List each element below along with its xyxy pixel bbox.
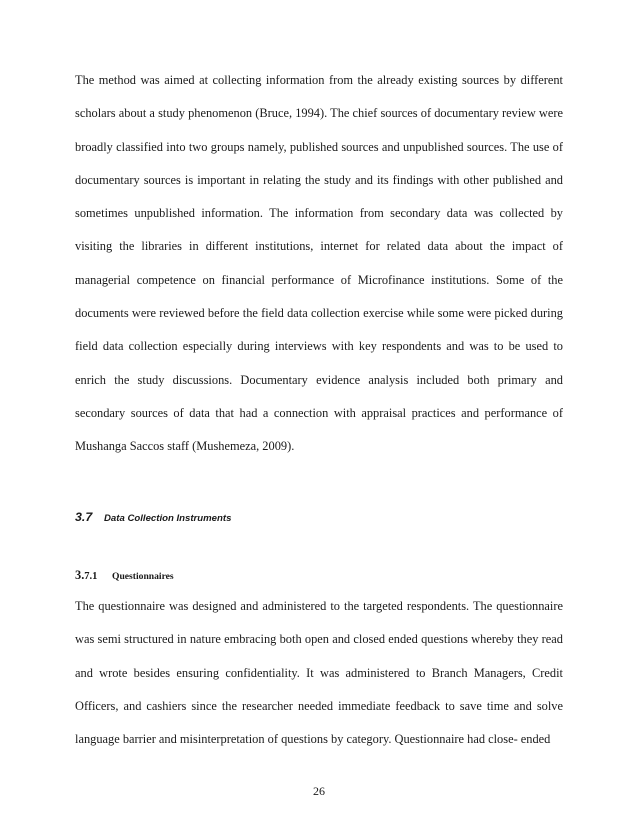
- paragraph-questionnaires: The questionnaire was designed and administered to the targeted respondents. The questionnaire was semi structured in nature embracing both open and closed ended questions whereby they read and wrote besides ensuring confidentiality. It was administered to Branch Managers, Credit Officers, and cashiers since the researcher needed immediate feedback to save time and solve language barrier and misinterpretation of questions by category. Questionnaire had close- ended: [75, 599, 563, 747]
- subsection-number-sub: 7.1: [84, 571, 98, 582]
- section-heading: [75, 500, 231, 528]
- paragraph-documentary-review: The method was aimed at collecting information from the already existing sources by different scholars about a study phenomenon (Bruce, 1994). The chief sources of documentary review were broadly classified into two groups namely, published sources and unpublished sources. The use of documentary sources is important in relating the study and its findings with other published and sometimes unpublished information. The information from secondary data was collected by visiting the libraries in different institutions, internet for related data about the impact of managerial competence on financial performance of Microfinance institutions. Some of the documents were reviewed before the field data collection exercise while some were picked during field data collection especially during interviews with key respondents and was to be used to enrich the study discussions. Documentary evidence analysis included both primary and secondary sources of data that had a connection with appraisal practices and performance of Mushanga Saccos staff (Mushemeza, 2009).: [75, 73, 563, 454]
- subsection-title: Questionnaires: [112, 571, 174, 582]
- subsection-heading: [75, 563, 174, 585]
- page-number: 26: [313, 784, 325, 798]
- subsection-number: [75, 568, 112, 583]
- section-number: 3.7: [75, 510, 93, 524]
- section-title: Data Collection Instruments: [104, 513, 232, 524]
- subsection-number-main: 3.: [75, 568, 85, 582]
